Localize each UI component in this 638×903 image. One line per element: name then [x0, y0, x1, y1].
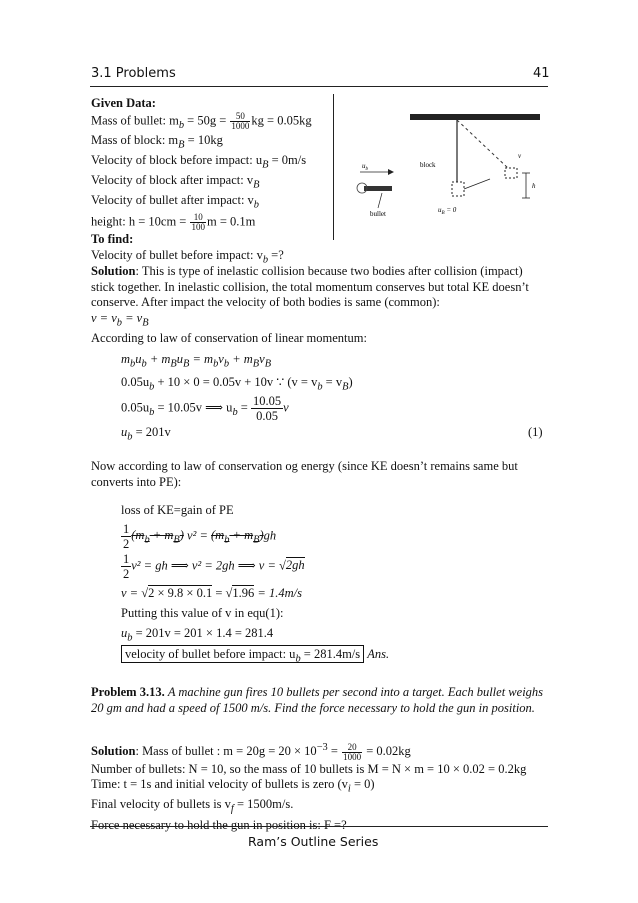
- label-h: h: [532, 182, 536, 190]
- given-vel-block-after: Velocity of block after impact: $v_B$: [91, 173, 260, 191]
- pendulum-diagram: [340, 100, 550, 225]
- label-v: v: [518, 152, 522, 160]
- v-arrow-line: [464, 179, 490, 189]
- solution-paragraph: [91, 264, 529, 346]
- footer-rule: [90, 826, 548, 827]
- ceiling-support: [410, 114, 540, 120]
- footer-text: Ram’s Outline Series: [248, 834, 379, 849]
- label-ub: $u_b$: [362, 162, 368, 172]
- block-raised: [505, 168, 517, 178]
- block-initial: [452, 182, 464, 196]
- ke-pe-statement: loss of KE=gain of PE: [121, 503, 234, 517]
- solution-line-3: conserve. After impact the velocity of both bodies is same (common):: [91, 295, 440, 310]
- ub-result-eq: $u_b = 201v = 201 \times 1.4 = 281.4$: [121, 626, 274, 644]
- solution2-block: [91, 740, 526, 833]
- header-rule: [90, 86, 548, 87]
- momentum-eq-3: $0.05u_b = 10.05v$ ⟹ $u_b$ = $\frac{10.05}{0.05}$ v: [121, 394, 289, 423]
- given-data-block: [91, 96, 312, 268]
- to-find-title: To find:: [91, 232, 134, 247]
- label-block: block: [420, 161, 436, 169]
- solution-line-1: Solution: This is type of inelastic collision because two bodies after collision (impact): [91, 264, 523, 278]
- label-uB: $u_B = 0$: [438, 206, 457, 216]
- solution-line-2: stick together. In inelastic collision, the total momentum conserves but total KE doesn’t: [91, 279, 529, 294]
- string-swung: [457, 120, 510, 170]
- ke-eq-1: $\frac{1}{2}$ $(m_b + m_B) v^2 = (m_b + m_B)gh$: [123, 522, 277, 551]
- page-number: 41: [533, 66, 550, 81]
- problem-line-2: 20 gm and had a speed of 1500 m/s. Find the force necessary to hold the gun in position.: [91, 700, 535, 715]
- solution2-line-2: Number of bullets: N = 10, so the mass of 10 bullets is M = N × m = 10 × 0.02 = 0.2kg: [91, 761, 527, 776]
- ke-eq-3: v = √2 × 9.8 × 0.1 = √1.96 = 1.4m/s: [121, 586, 302, 600]
- solution-line-5: According to law of conservation of linear momentum:: [91, 330, 367, 345]
- running-header: 3.1 Problems: [91, 66, 176, 81]
- solution2-line-4: Final velocity of bullets is $v_f = 1500m/s$.: [91, 797, 294, 815]
- ans-label: Ans.: [367, 647, 390, 661]
- solution2-line-5: Force necessary to hold the gun in position is: F =?: [91, 817, 347, 832]
- energy-line-2: converts into PE):: [91, 474, 182, 489]
- to-find-text: Velocity of bullet before impact: $v_b$ =?: [91, 248, 284, 266]
- given-vel-bullet-after: Velocity of bullet after impact: $v_b$: [91, 193, 259, 211]
- problem-line-1: Problem 3.13. A machine gun fires 10 bullets per second into a target. Each bullet weighs: [91, 685, 544, 699]
- given-mass-block: Mass of block: $m_B = 10kg$: [91, 133, 223, 151]
- vertical-divider: [333, 94, 334, 240]
- given-title: Given Data:: [91, 96, 156, 110]
- answer-box: velocity of bullet before impact: $u_b = 281.4m/s$: [121, 645, 364, 663]
- solution-line-4: $v = v_b = v_B$: [91, 310, 149, 329]
- solution2-line-3: Time: t = 1s and initial velocity of bullets is zero $(v_i = 0)$: [91, 777, 375, 795]
- problem-3-13: [91, 685, 543, 716]
- solution2-line-1: Solution: Mass of bullet : $m = 20g = 20 \times 10^{-3}$ = $\frac{20}{1000}$ = 0.02kg: [91, 741, 411, 762]
- momentum-eq-4: $u_b = 201v$: [121, 425, 171, 443]
- equation-number: (1): [528, 425, 543, 439]
- answer-line: [121, 647, 389, 667]
- ke-eq-2: $\frac{1}{2}$ v² = gh ⟹ v² = 2gh ⟹ v = √2gh: [123, 552, 305, 581]
- energy-line-1: Now according to law of conservation og energy (since KE doesn’t remains same but: [91, 459, 518, 473]
- momentum-eq-2: $0.05u_b + 10 \times 0 = 0.05v + 10v$ ∵ $(v = v_b = v_B)$: [121, 375, 353, 393]
- given-height: height: h = 10cm = $\frac{10}{100}$ m = 0.1m: [91, 212, 256, 233]
- label-bullet: bullet: [370, 210, 386, 218]
- given-mass-bullet: Mass of bullet: $m_b = 50g$ = $\frac{50}{1000}$ kg = 0.05kg: [91, 110, 312, 131]
- energy-paragraph: [91, 459, 518, 490]
- momentum-eq-1: $m_bu_b + m_Bu_B = m_bv_b + m_Bv_B$: [121, 352, 272, 370]
- given-vel-block-before: Velocity of block before impact: $u_B = 0m/s$: [91, 153, 307, 171]
- putting-value-line: Putting this value of v in equ(1):: [121, 606, 284, 620]
- bullet-shape: [364, 186, 392, 191]
